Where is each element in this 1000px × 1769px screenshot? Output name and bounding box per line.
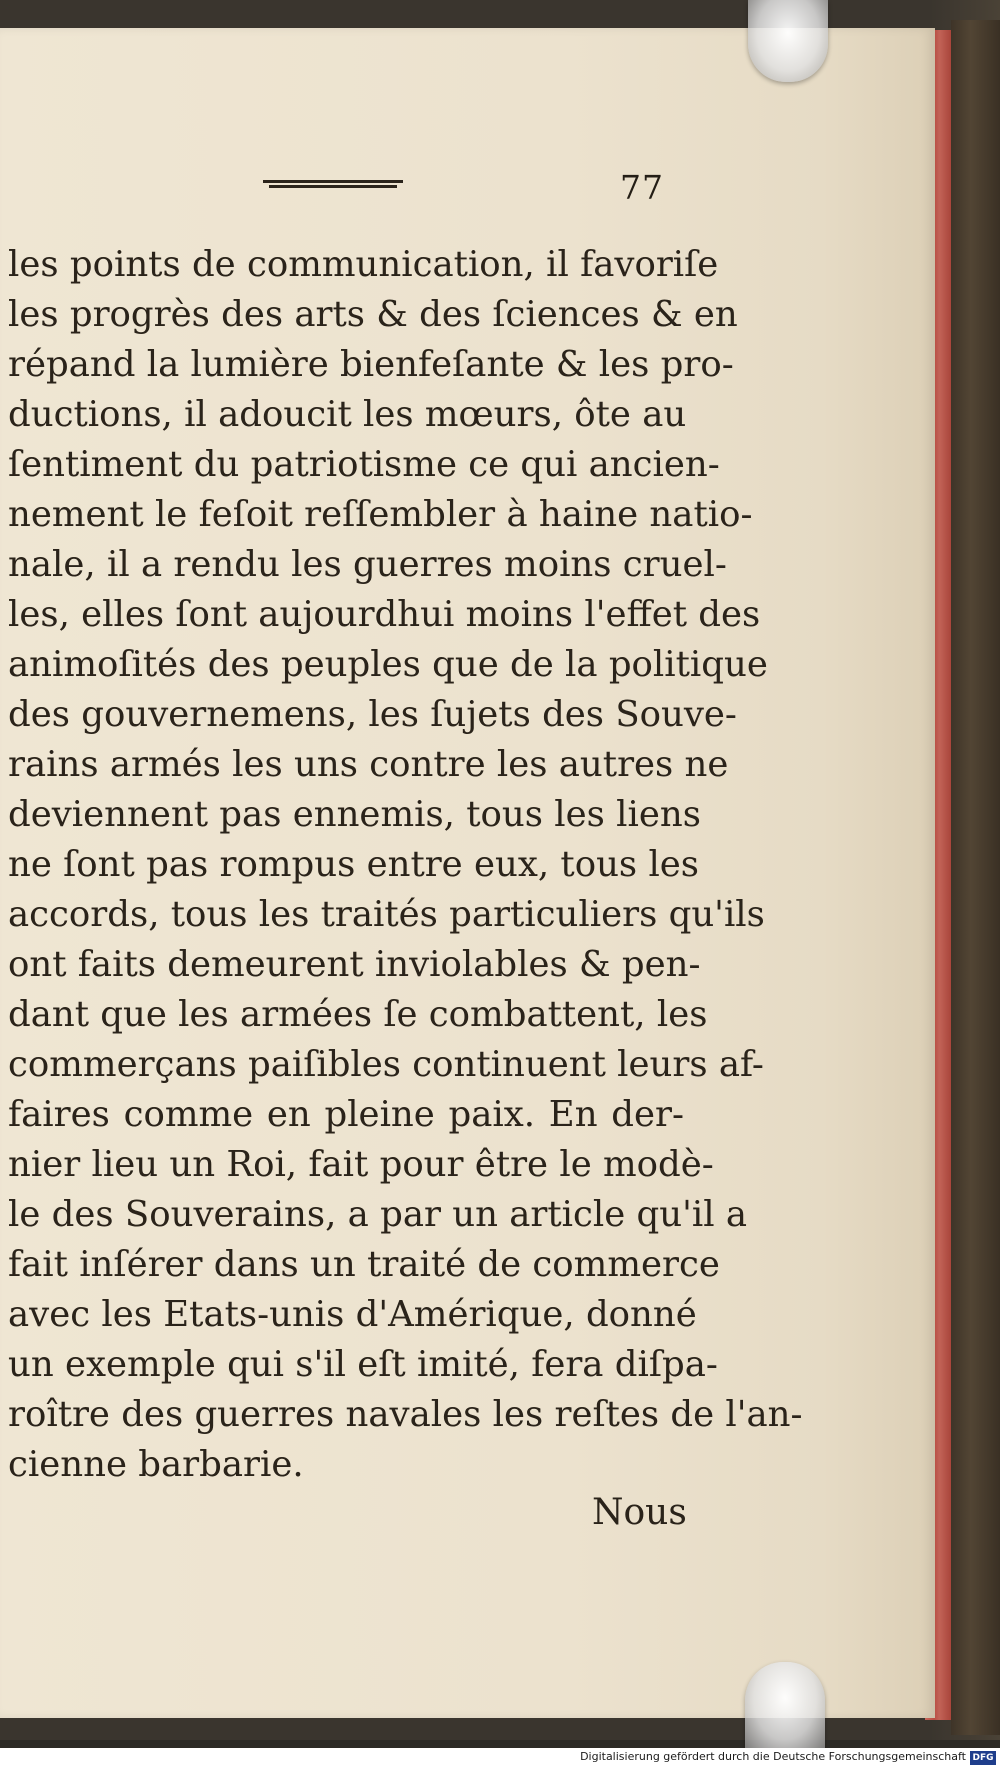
text-line: deviennent pas ennemis, tous les liens — [8, 794, 701, 835]
digitization-footer — [0, 1748, 1000, 1769]
book-cover-edge — [951, 20, 1000, 1735]
text-line: faires comme en pleine paix. En der- — [8, 1094, 684, 1135]
text-line: répand la lumière bienfeſante & les pro- — [8, 344, 734, 385]
text-line: nement le feſoit reſſembler à haine natio- — [8, 494, 753, 535]
bottom-clip — [745, 1662, 825, 1752]
dfg-logo: DFG — [970, 1751, 996, 1765]
text-line: le des Souverains, a par un article qu'il a — [8, 1194, 748, 1235]
text-line: nier lieu un Roi, fait pour être le modè- — [8, 1144, 714, 1185]
page-number: 77 — [620, 168, 664, 207]
text-line: ne ſont pas rompus entre eux, tous les — [8, 844, 700, 885]
text-line: ductions, il adoucit les mœurs, ôte au — [8, 394, 687, 435]
dfg-credit-text: Digitalisierung gefördert durch die Deutsche Forschungsgemeinschaft — [580, 1750, 966, 1763]
text-line: ont faits demeurent inviolables & pen- — [8, 944, 701, 985]
text-line: ſentiment du patriotisme ce qui ancien- — [8, 444, 720, 485]
text-line: dant que les armées ſe combattent, les — [8, 994, 708, 1035]
text-line: les points de communication, il favoriſe — [8, 244, 719, 285]
text-line: des gouvernemens, les ſujets des Souve- — [8, 694, 737, 735]
text-line: animoſités des peuples que de la politique — [8, 644, 768, 685]
text-line: nale, il a rendu les guerres moins cruel- — [8, 544, 727, 585]
text-line: fait inſérer dans un traité de commerce — [8, 1244, 720, 1285]
header-ornament-rule — [263, 180, 403, 190]
text-line: les, elles ſont aujourdhui moins l'effet des — [8, 594, 761, 635]
text-line: les progrès des arts & des ſciences & en — [8, 294, 738, 335]
text-line: accords, tous les traités particuliers qu'ils — [8, 894, 765, 935]
text-line: cienne barbarie. — [8, 1444, 304, 1485]
top-clip — [748, 0, 828, 82]
text-line: commerçans paiſibles continuent leurs af- — [8, 1044, 764, 1085]
text-line: rains armés les uns contre les autres ne — [8, 744, 729, 785]
text-line: avec les Etats-unis d'Amérique, donné — [8, 1294, 697, 1335]
text-line: un exemple qui s'il eſt imité, fera diſpa- — [8, 1344, 718, 1385]
catchword: Nous — [592, 1492, 687, 1533]
body-text — [8, 240, 803, 1490]
text-line: roître des guerres navales les reſtes de l'an- — [8, 1394, 803, 1435]
